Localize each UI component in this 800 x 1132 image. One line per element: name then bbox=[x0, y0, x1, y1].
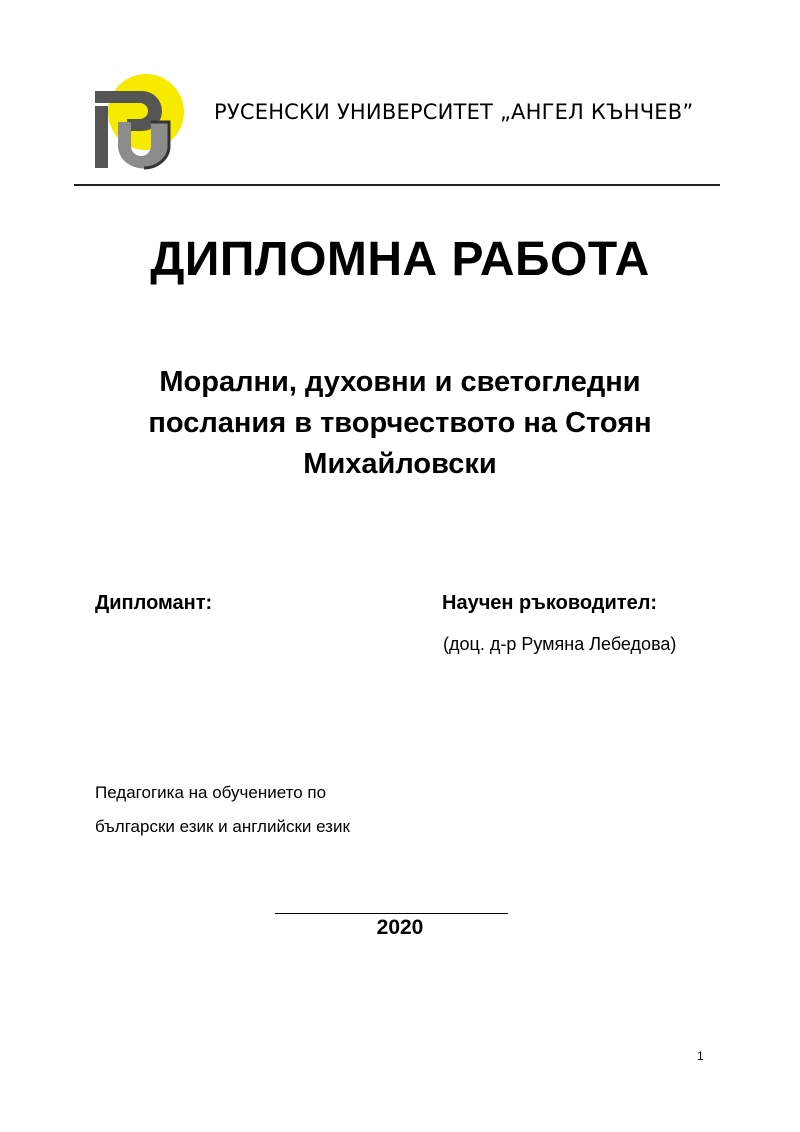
page-number: 1 bbox=[697, 1049, 704, 1063]
advisor-name: (доц. д-р Румяна Лебедова) bbox=[443, 634, 677, 654]
thesis-subtitle bbox=[60, 362, 740, 485]
university-name: РУСЕНСКИ УНИВЕРСИТЕТ „АНГЕЛ КЪНЧЕВ” bbox=[214, 100, 694, 124]
advisor-label: Научен ръководител: bbox=[442, 592, 658, 614]
header-divider bbox=[74, 184, 720, 186]
logo-bar bbox=[95, 106, 108, 168]
subtitle-line: Михайловски bbox=[303, 448, 497, 480]
subtitle-line: Морални, духовни и светогледни bbox=[159, 366, 641, 398]
program-line: български език и английски език bbox=[95, 817, 350, 836]
study-program bbox=[95, 776, 350, 844]
program-line: Педагогика на обучението по bbox=[95, 783, 327, 802]
year-divider bbox=[275, 913, 508, 914]
university-logo bbox=[92, 74, 188, 170]
document-title: ДИПЛОМНА РАБОТА bbox=[150, 233, 650, 286]
year: 2020 bbox=[376, 916, 424, 939]
graduate-label: Дипломант: bbox=[95, 592, 213, 614]
subtitle-line: послания в творчеството на Стоян bbox=[148, 407, 652, 439]
